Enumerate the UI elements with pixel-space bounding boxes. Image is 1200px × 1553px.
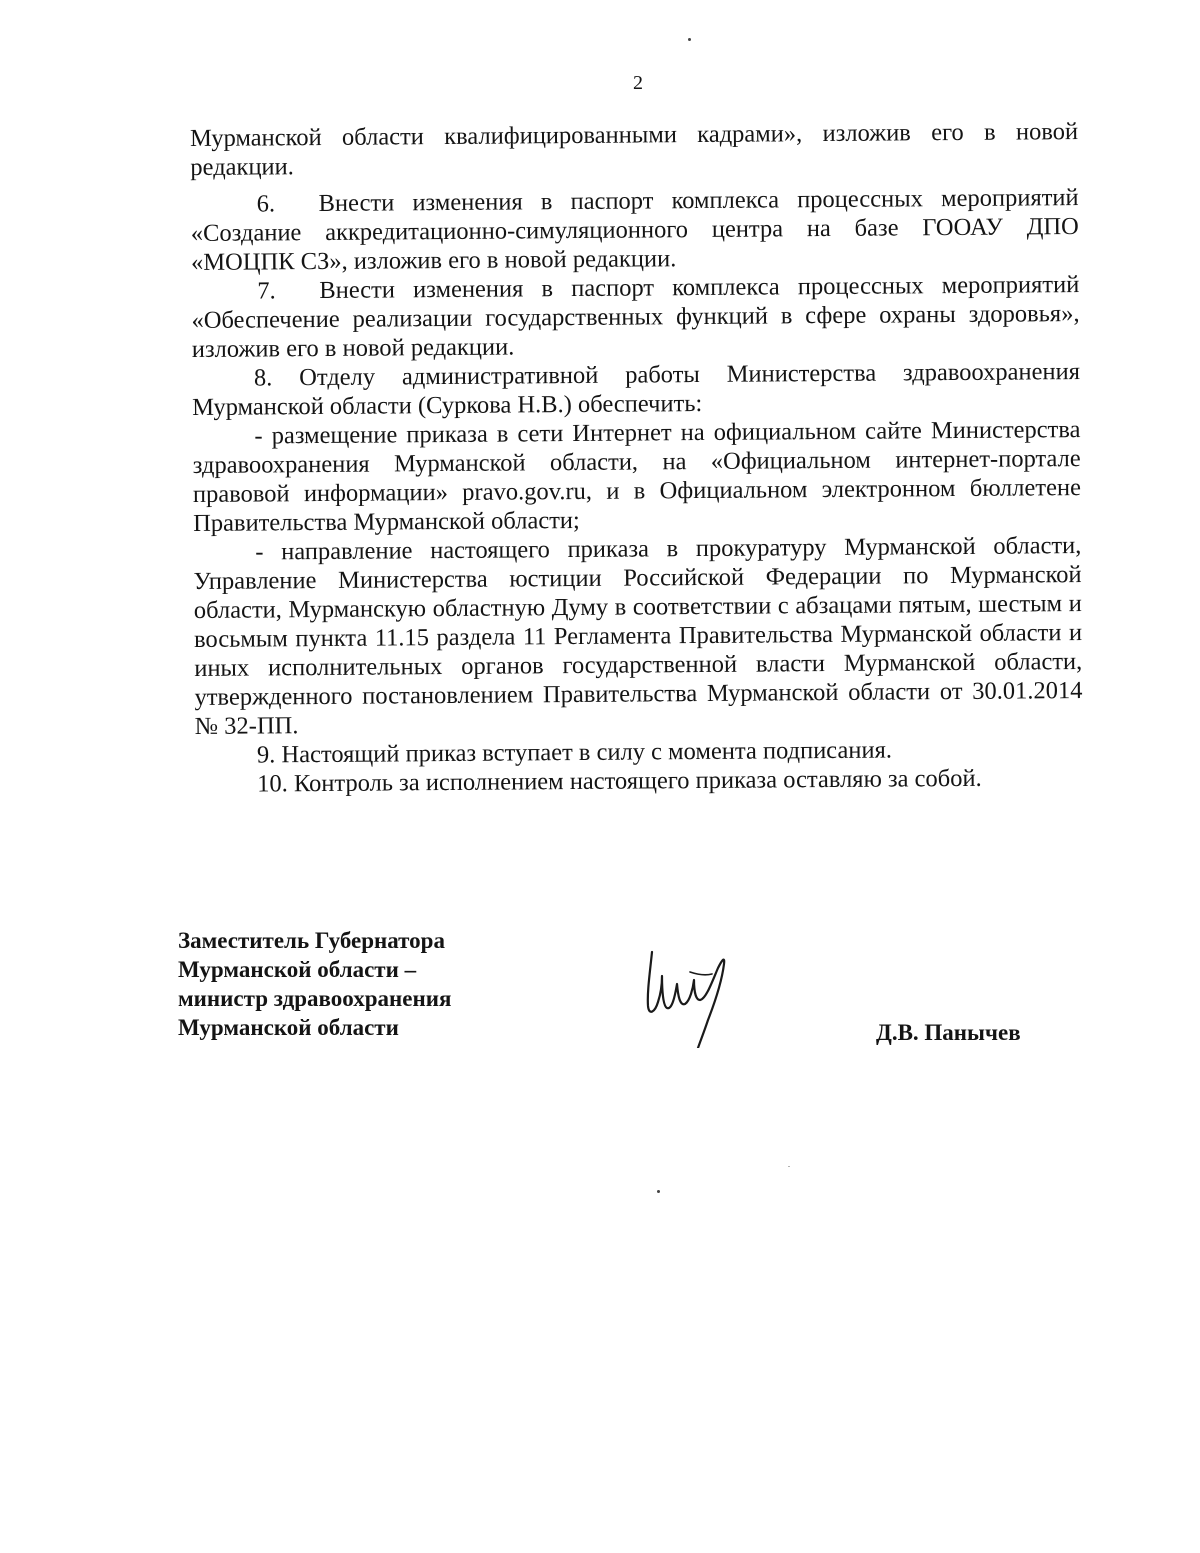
position-line: Мурманской области – (178, 957, 417, 982)
paragraph-text: Внести изменения в паспорт комплекса процессных мероприятий «Создание аккредитационно-симуляционного центра на базе ГООАУ ДПО «МОЦПК СЗ», изложив его в новой редакции. (190, 184, 1079, 276)
paragraph-item-9: 9. Настоящий приказ вступает в силу с момента подписания. (256, 736, 893, 769)
scan-speck (788, 1166, 790, 1167)
page-number: 2 (633, 72, 643, 94)
signer-name: Д.В. Панычев (876, 1020, 1021, 1045)
signatory-position (178, 926, 451, 1042)
paragraph-continuation: Мурманской области квалифицированными кадрами», изложив его в новой редакции. (190, 118, 1079, 181)
paragraph-item-8: 8. Отделу административной работы Министерства здравоохранения Мурманской области (Суркова Н.В.) обеспечить: (192, 358, 1081, 421)
scan-speck (688, 38, 691, 41)
position-line: министр здравоохранения (178, 986, 452, 1011)
document-body (190, 117, 1083, 799)
position-line: Мурманской области (178, 1015, 399, 1040)
position-line: Заместитель Губернатора (178, 928, 445, 953)
paragraph-text: Внести изменения в паспорт комплекса процессных мероприятий «Обеспечение реализации государственных функций в сфере охраны здоровья», изложив его в новой редакции. (191, 271, 1080, 363)
handwritten-signature (636, 938, 736, 1048)
paragraph-item-7 (191, 270, 1080, 364)
item-number: 7. (257, 277, 276, 305)
paragraph-item-10: 10. Контроль за исполнением настоящего приказа оставляю за собой. (257, 764, 982, 798)
paragraph-item-8-distribution: - направление настоящего приказа в прокуратуру Мурманской области, Управление Министерства юстиции Российской Федерации по Мурманской области, Мурманскую областную Думу в соответствии с абзацами пятым, шестым и восьмым пункта 11.15 раздела 11 Регламента Правительства Мурманской области и иных исполнительных органов государственной власти Мурманской области, утвержденного постановлением Правительства Мурманской области от 30.01.2014 № 32-ПП. (193, 532, 1083, 740)
paragraph-item-6 (191, 183, 1080, 277)
paragraph-item-8-publication: - размещение приказа в сети Интернет на официальном сайте Министерства здравоохранения Мурманской области, на «Официальном интернет-портале правовой информации» pravo.gov.ru, и в Официальном электронном бюллетене Правительства Мурманской области; (192, 416, 1081, 537)
scan-speck (657, 1190, 660, 1193)
item-number: 6. (256, 190, 276, 218)
